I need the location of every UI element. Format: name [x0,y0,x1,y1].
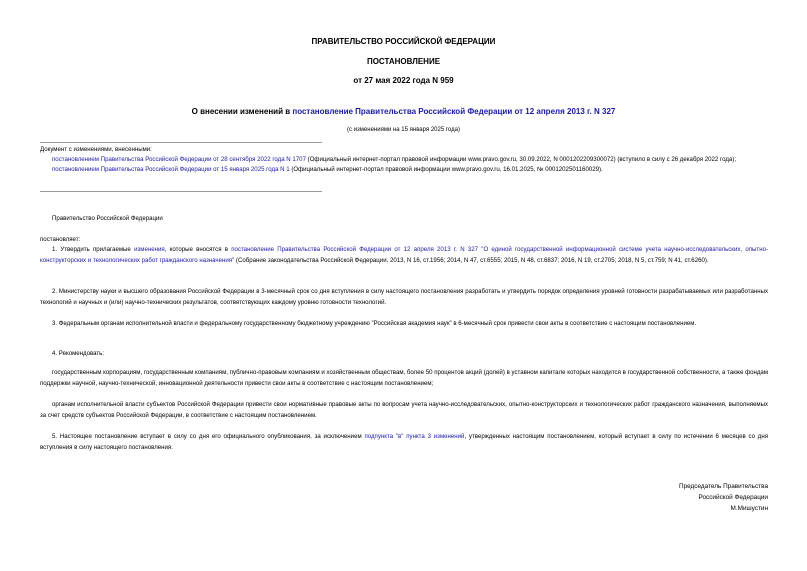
p5-text-b: , утвержденных настоящим постановлением, который вступает в силу по истечении 6 месяцев со дня вступления в силу настоящего постановления. [40,433,768,451]
history-item-2 [40,165,768,175]
paragraph-4a: государственным корпорациям, государственным компаниям, публично-правовым компаниям и хозяйственным обществам, более 50 процентов акций (долей) в уставном капитале которых находится в государственной собственности, а также фондам поддержки научной, научно-технической, инновационной деятельности привести свои акты в соответствие с настоящим постановлением; [40,369,768,387]
history-item-1 [40,155,768,165]
signature-name: М.Мишустин [730,505,768,512]
org-heading: ПРАВИТЕЛЬСТВО РОССИЙСКОЙ ФЕДЕРАЦИИ [311,37,496,46]
p1-text-a: 1. Утвердить прилагаемые [52,246,135,253]
history-item-1-link[interactable]: постановлением Правительства Российской Федерации от 28 сентября 2022 года N 1707 [52,156,306,163]
p1-link-changes[interactable]: изменения [134,246,165,253]
doc-type-heading: ПОСТАНОВЛЕНИЕ [366,57,441,66]
p5-text-a: 5. Настоящее постановление вступает в силу со дня его официального опубликования, за исключением [52,433,365,440]
decrees-line: постановляет: [40,236,81,243]
revision-note: (с изменениями на 15 января 2025 года) [347,127,460,133]
p1-text-b: , которые вносятся в [164,246,232,253]
divider-top [40,142,322,143]
paragraph-1 [40,244,768,266]
history-item-2-text: (Официальный интернет-портал правовой информации www.pravo.gov.ru, 16.01.2025, № 0001202501160029). [289,166,603,173]
date-number-heading: от 27 мая 2022 года N 959 [353,76,454,85]
signature-block [568,481,768,514]
divider-bottom [40,191,322,192]
paragraph-3: 3. Федеральным органам исполнительной власти и федеральному государственному бюджетному учреждению "Российская академия наук" в 6-месячный срок привести свои акты в соответствие с настоящим постановлением. [52,320,697,327]
title-link[interactable]: постановление Правительства Российской Федерации от 12 апреля 2013 г. N 327 [292,107,616,116]
document-title [0,107,807,116]
paragraph-4: 4. Рекомендовать: [52,350,105,357]
p1-text-c: (Собрание законодательства Российской Федерации, 2013, N 16, ст.1956; 2014, N 47, ст.6555; 2015, N 48, ст.6837; 2016, N 19, ст.2705; 2018, N 5, ст.759; N 41, ст.6260). [234,257,709,264]
paragraph-4b: органам исполнительной власти субъектов Российской Федерации привести свои нормативные правовые акты по вопросам учета научно-исследовательских, опытно-конструкторских и технологических работ гражданского назначения, выполняемых за счет средств субъектов Российской Федерации, в соответствие с настоящим постановлением. [40,401,768,419]
p5-link[interactable]: подпункта "в" пункта 3 изменений [364,433,465,440]
paragraph-2: 2. Министерству науки и высшего образования Российской Федерации в 3-месячный срок со дня вступления в силу настоящего постановления разработать и утвердить порядок определения уровней готовности разрабатываемых или разработанных технологий и научных и (или) научно-технических результатов, соответствующих каждому уровню готовности технологий. [40,288,768,306]
history-item-2-link[interactable]: постановлением Правительства Российской Федерации от 15 января 2025 года N 1 [52,166,290,173]
p1-link-decree[interactable]: постановление Правительства Российской Федерации от 12 апреля 2013 г. N 327 "О единой государственной информационной системе учета научно-исследовательских, опытно-конструкторских и технологических работ гражданского назначения" [40,246,768,264]
history-item-1-text: (Официальный интернет-портал правовой информации www.pravo.gov.ru, 30.09.2022, N 0001202209300072) (вступило в силу с 26 декабря 2022 года); [305,156,737,163]
signature-title: Председатель Правительства [679,483,768,490]
signature-org: Российской Федерации [698,494,768,501]
history-intro: Документ с изменениями, внесенными: [40,146,152,153]
government-line: Правительство Российской Федерации [52,215,163,222]
title-prefix: О внесении изменений в [191,107,293,116]
amendment-history [40,145,768,175]
paragraph-5 [40,431,768,453]
